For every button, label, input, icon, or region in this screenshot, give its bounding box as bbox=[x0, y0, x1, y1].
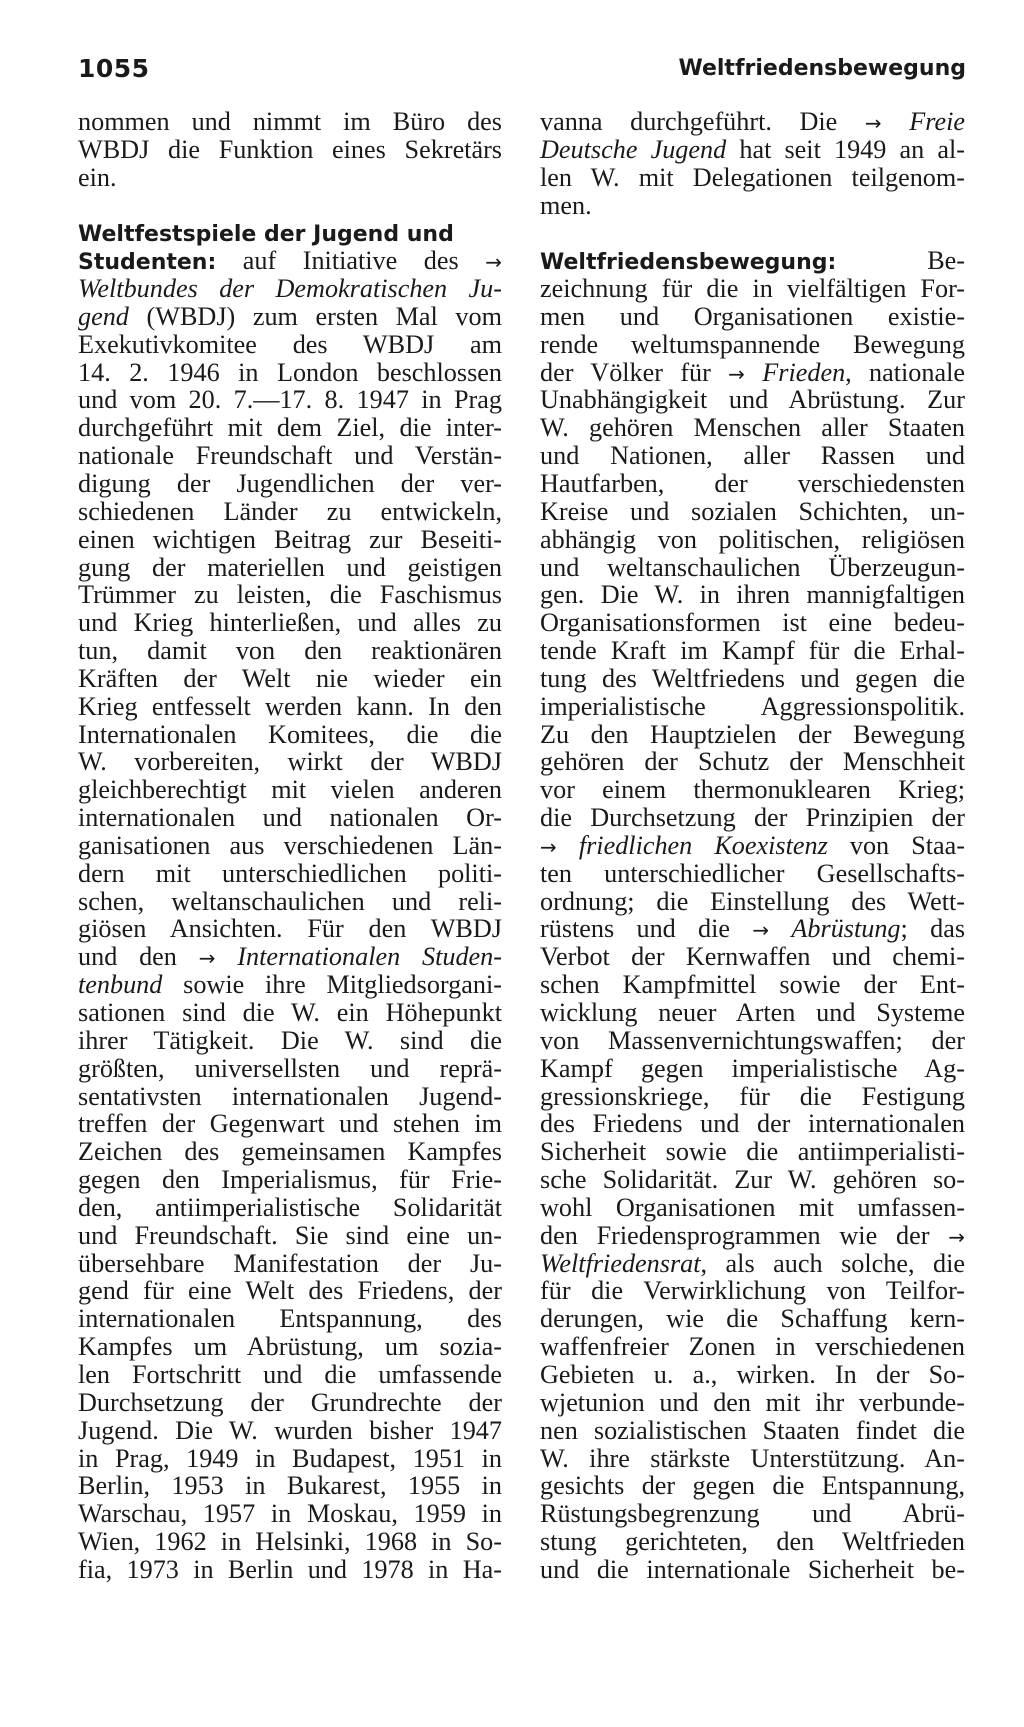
body-text: gen. Die W. in ihren mannigfaltigen bbox=[540, 580, 965, 610]
cross-reference-arrow-icon: → bbox=[198, 946, 216, 971]
body-text: gesichts der gegen die Entspannung, bbox=[540, 1471, 965, 1501]
text-line bbox=[540, 1083, 965, 1111]
body-text: und Krieg hinterließen, und alles zu bbox=[78, 608, 502, 638]
body-text: sationen sind die W. ein Höhepunkt bbox=[78, 998, 502, 1027]
body-text: Organisationsformen ist eine bedeu- bbox=[540, 608, 965, 638]
body-text: Sicherheit sowie die antiimperialisti- bbox=[540, 1137, 965, 1167]
text-line bbox=[78, 804, 502, 832]
body-text: (WBDJ) zum ersten Mal vom bbox=[128, 301, 502, 331]
body-text: Rüstungsbegrenzung und Abrü- bbox=[540, 1499, 965, 1529]
cross-reference-term: Freie bbox=[909, 107, 965, 136]
text-line bbox=[78, 498, 502, 526]
body-text: W. gehören Menschen aller Staaten bbox=[540, 413, 965, 443]
page-header bbox=[0, 54, 1024, 94]
cross-reference-arrow-icon: → bbox=[948, 1224, 965, 1249]
body-text: Berlin, 1953 in Bukarest, 1955 in bbox=[78, 1471, 502, 1501]
text-line bbox=[78, 1027, 502, 1055]
body-text: für die Verwirklichung von Teilfor- bbox=[540, 1276, 965, 1306]
text-line bbox=[540, 386, 965, 414]
text-line bbox=[540, 1417, 965, 1445]
body-text bbox=[215, 942, 237, 971]
text-line bbox=[78, 470, 502, 498]
body-text: digung der Jugendlichen der ver- bbox=[78, 468, 502, 498]
text-line bbox=[78, 832, 502, 860]
cross-reference-term: friedlichen Koexistenz bbox=[578, 830, 828, 860]
body-text: sche Solidarität. Zur W. gehören so- bbox=[540, 1165, 965, 1195]
body-text: Zu den Hauptzielen der Bewegung bbox=[540, 719, 965, 749]
text-line bbox=[540, 414, 965, 442]
body-text: des Friedens und der internationalen bbox=[540, 1109, 965, 1139]
body-text: internationalen Entspannung, des bbox=[78, 1304, 502, 1334]
text-line bbox=[540, 804, 965, 832]
text-line bbox=[540, 1027, 965, 1055]
body-text: treffen der Gegenwart und stehen im bbox=[78, 1109, 502, 1139]
text-line bbox=[540, 275, 965, 303]
body-text: Wien, 1962 in Helsinki, 1968 in So- bbox=[78, 1527, 502, 1557]
cross-reference-term: Abrüstung bbox=[791, 914, 901, 944]
text-line bbox=[78, 776, 502, 804]
body-text: , nationale bbox=[845, 357, 966, 387]
body-text: zeichnung für die in vielfältigen For- bbox=[540, 274, 965, 304]
text-line bbox=[78, 1472, 502, 1500]
text-line bbox=[78, 1389, 502, 1417]
text-line bbox=[78, 219, 502, 247]
text-line bbox=[78, 748, 502, 776]
body-text: wicklung neuer Arten und Systeme bbox=[540, 998, 965, 1027]
body-text: Exekutivkomitee des WBDJ am bbox=[78, 329, 502, 359]
text-line bbox=[78, 554, 502, 582]
body-text: 14. 2. 1946 in London beschlossen bbox=[78, 357, 502, 387]
text-line bbox=[540, 192, 965, 220]
body-text: Gebieten u. a., wirken. In der So- bbox=[540, 1359, 965, 1389]
text-line bbox=[78, 136, 502, 164]
text-line bbox=[78, 1361, 502, 1389]
text-line bbox=[540, 247, 965, 275]
text-line bbox=[78, 303, 502, 331]
text-line bbox=[78, 999, 502, 1027]
body-text: und Nationen, aller Rassen und bbox=[540, 441, 965, 471]
body-text: stung gerichteten, den Weltfrieden bbox=[540, 1527, 965, 1557]
body-text: nationale Freundschaft und Verstän- bbox=[78, 441, 502, 471]
cross-reference-term: Frieden bbox=[762, 357, 846, 387]
text-line bbox=[78, 359, 502, 387]
text-line bbox=[540, 1250, 965, 1278]
body-text: und die internationale Sicherheit be- bbox=[540, 1554, 965, 1584]
text-line bbox=[540, 1222, 965, 1250]
text-line bbox=[78, 1556, 502, 1584]
body-text: hat seit 1949 an al- bbox=[726, 134, 965, 164]
body-text: und den bbox=[78, 942, 199, 972]
body-text: den, antiimperialistische Solidarität bbox=[78, 1192, 502, 1222]
body-text: dern mit unterschiedlichen politi- bbox=[78, 858, 502, 888]
text-line bbox=[78, 442, 502, 470]
body-text: Durchsetzung der Grundrechte der bbox=[78, 1387, 502, 1417]
text-line bbox=[78, 943, 502, 971]
body-text: gressionskriege, für die Festigung bbox=[540, 1081, 965, 1111]
text-line bbox=[78, 1445, 502, 1473]
text-line bbox=[78, 164, 502, 192]
text-line bbox=[540, 554, 965, 582]
body-text: in Prag, 1949 in Budapest, 1951 in bbox=[78, 1443, 502, 1473]
body-text: giösen Ansichten. Für den WBDJ bbox=[78, 914, 502, 944]
body-text: schen, weltanschaulichen und reli- bbox=[78, 886, 502, 916]
body-text: den Friedensprogrammen wie der bbox=[540, 1220, 949, 1250]
body-text: und weltanschaulichen Überzeugun- bbox=[540, 552, 965, 582]
text-line bbox=[78, 1166, 502, 1194]
text-line bbox=[540, 1194, 965, 1222]
body-text: übersehbare Manifestation der Ju- bbox=[78, 1248, 502, 1278]
text-line bbox=[78, 1417, 502, 1445]
body-text: einen wichtigen Beitrag zur Beseiti- bbox=[78, 524, 502, 554]
text-line bbox=[540, 860, 965, 888]
text-line bbox=[78, 1110, 502, 1138]
cross-reference-arrow-icon: → bbox=[485, 250, 502, 275]
text-line bbox=[540, 331, 965, 359]
text-line bbox=[540, 748, 965, 776]
body-text: Hautfarben, der verschiedensten bbox=[540, 468, 965, 498]
body-text: men. bbox=[540, 190, 592, 220]
text-line bbox=[540, 1500, 965, 1528]
running-head: Weltfriedensbewegung bbox=[678, 56, 966, 81]
body-text: derungen, wie die Schaffung kern- bbox=[540, 1304, 965, 1334]
text-line bbox=[540, 693, 965, 721]
text-line bbox=[540, 1138, 965, 1166]
text-line bbox=[540, 888, 965, 916]
body-text: men und Organisationen existie- bbox=[540, 301, 965, 331]
body-text: Kampfes um Abrüstung, um sozia- bbox=[78, 1332, 502, 1362]
body-text: W. ihre stärkste Unterstützung. An- bbox=[540, 1443, 965, 1473]
text-line bbox=[78, 1305, 502, 1333]
text-line bbox=[78, 1250, 502, 1278]
text-line bbox=[78, 1500, 502, 1528]
text-line bbox=[540, 581, 965, 609]
text-line bbox=[540, 1361, 965, 1389]
body-text: gend für eine Welt des Friedens, der bbox=[78, 1276, 502, 1306]
body-text: ihrer Tätigkeit. Die W. sind die bbox=[78, 1025, 502, 1055]
body-text: die Durchsetzung der Prinzipien der bbox=[540, 803, 965, 833]
body-text: Internationalen Komitees, die die bbox=[78, 719, 502, 749]
body-text: tung des Weltfriedens und gegen die bbox=[540, 663, 965, 693]
body-text: sentativsten internationalen Jugend- bbox=[78, 1081, 502, 1111]
paragraph-gap bbox=[540, 219, 965, 247]
text-line bbox=[78, 108, 502, 136]
text-line bbox=[78, 971, 502, 999]
paragraph-gap bbox=[78, 192, 502, 220]
body-text: durchgeführt mit dem Ziel, die inter- bbox=[78, 413, 502, 443]
body-text: Kampf gegen imperialistische Ag- bbox=[540, 1053, 965, 1083]
text-line bbox=[78, 860, 502, 888]
body-text: len W. mit Delegationen teilgenom- bbox=[540, 162, 965, 192]
body-text: vor einem thermonuklearen Krieg; bbox=[540, 775, 965, 805]
text-line bbox=[78, 1055, 502, 1083]
body-text: W. vorbereiten, wirkt der WBDJ bbox=[78, 747, 502, 777]
text-line bbox=[540, 832, 965, 860]
text-line bbox=[78, 1138, 502, 1166]
text-line bbox=[78, 526, 502, 554]
body-text: tun, damit von den reaktionären bbox=[78, 636, 502, 666]
text-line bbox=[540, 776, 965, 804]
body-text: ; das bbox=[900, 914, 966, 944]
text-line bbox=[540, 108, 965, 136]
cross-reference-term: tenbund bbox=[78, 970, 163, 1000]
text-line bbox=[540, 1445, 965, 1473]
body-text: Be- bbox=[836, 246, 965, 276]
cross-reference-term: Internationalen Studen- bbox=[237, 942, 502, 972]
text-line bbox=[540, 637, 965, 665]
body-text: wjetunion und den mit ihr verbunde- bbox=[540, 1387, 965, 1417]
body-text: Zeichen des gemeinsamen Kampfes bbox=[78, 1137, 502, 1167]
body-text: nen sozialistischen Staaten findet die bbox=[540, 1415, 965, 1445]
body-text: internationalen und nationalen Or- bbox=[78, 803, 502, 833]
text-line bbox=[78, 888, 502, 916]
entry-headword: Weltfriedensbewegung: bbox=[540, 250, 837, 276]
cross-reference-term: Weltbundes der Demokratischen Ju- bbox=[78, 274, 502, 304]
body-text: Kreise und sozialen Schichten, un- bbox=[540, 496, 965, 526]
body-text: gegen den Imperialismus, für Frie- bbox=[78, 1165, 502, 1195]
entry-headword: Weltfestspiele der Jugend und bbox=[78, 222, 454, 248]
body-text: wohl Organisationen mit umfassen- bbox=[540, 1192, 965, 1222]
body-text: größten, universellsten und reprä- bbox=[78, 1053, 502, 1083]
body-text: tende Kraft im Kampf für die Erhal- bbox=[540, 636, 965, 666]
body-text: Jugend. Die W. wurden bisher 1947 bbox=[78, 1415, 502, 1445]
body-text: fia, 1973 in Berlin und 1978 in Ha- bbox=[78, 1554, 502, 1584]
text-line bbox=[540, 1472, 965, 1500]
text-line bbox=[78, 1222, 502, 1250]
text-line bbox=[540, 1389, 965, 1417]
left-column bbox=[78, 108, 502, 1584]
body-text: imperialistische Aggressionspolitik. bbox=[540, 691, 965, 721]
text-line bbox=[78, 275, 502, 303]
text-line bbox=[540, 971, 965, 999]
text-line bbox=[78, 693, 502, 721]
body-text: Unabhängigkeit und Abrüstung. Zur bbox=[540, 385, 965, 415]
text-line bbox=[540, 526, 965, 554]
text-line bbox=[540, 609, 965, 637]
page-number: 1055 bbox=[78, 54, 150, 83]
body-text: gleichberechtigt mit vielen anderen bbox=[78, 775, 502, 805]
body-text: Verbot der Kernwaffen und chemi- bbox=[540, 942, 965, 972]
text-line bbox=[78, 1333, 502, 1361]
body-text: gung der materiellen und geistigen bbox=[78, 552, 502, 582]
body-text: Krieg entfesselt werden kann. In den bbox=[78, 691, 502, 721]
text-line bbox=[78, 386, 502, 414]
cross-reference-arrow-icon: → bbox=[540, 834, 557, 859]
text-line bbox=[540, 1055, 965, 1083]
body-text: ten unterschiedlicher Gesellschafts- bbox=[540, 858, 965, 888]
text-line bbox=[78, 609, 502, 637]
text-line bbox=[540, 1166, 965, 1194]
cross-reference-arrow-icon: → bbox=[728, 361, 745, 386]
text-line bbox=[78, 414, 502, 442]
text-line bbox=[78, 637, 502, 665]
body-text: rüstens und die bbox=[540, 914, 753, 944]
body-text: schen Kampfmittel sowie der Ent- bbox=[540, 970, 965, 1000]
right-column bbox=[540, 108, 965, 1584]
text-line bbox=[78, 1194, 502, 1222]
body-text: von Staa- bbox=[827, 830, 966, 860]
body-text: abhängig von politischen, religiösen bbox=[540, 524, 965, 554]
text-line bbox=[540, 470, 965, 498]
text-line bbox=[540, 665, 965, 693]
text-line bbox=[540, 1277, 965, 1305]
body-text: nommen und nimmt im Büro des bbox=[78, 107, 502, 136]
body-text: vanna durchgeführt. Die bbox=[540, 107, 865, 136]
text-line bbox=[540, 721, 965, 749]
body-text: und Freundschaft. Sie sind eine un- bbox=[78, 1220, 502, 1250]
text-line bbox=[78, 665, 502, 693]
text-line bbox=[78, 331, 502, 359]
body-text bbox=[557, 831, 579, 860]
text-line bbox=[78, 581, 502, 609]
cross-reference-term: Deutsche Jugend bbox=[540, 134, 727, 164]
cross-reference-arrow-icon: → bbox=[752, 918, 770, 943]
entry-headword: Studenten: bbox=[78, 250, 217, 276]
text-line bbox=[540, 1333, 965, 1361]
body-text: rende weltumspannende Bewegung bbox=[540, 329, 965, 359]
body-text: Warschau, 1957 in Moskau, 1959 in bbox=[78, 1499, 502, 1529]
body-text: waffenfreier Zonen in verschiedenen bbox=[540, 1332, 965, 1362]
text-line bbox=[78, 721, 502, 749]
text-line bbox=[78, 1528, 502, 1556]
text-line bbox=[78, 1277, 502, 1305]
text-line bbox=[540, 999, 965, 1027]
text-line bbox=[540, 442, 965, 470]
body-text: , als auch solche, die bbox=[700, 1248, 965, 1278]
cross-reference-term: Weltfriedensrat bbox=[540, 1248, 701, 1278]
text-line bbox=[540, 1110, 965, 1138]
body-text: schiedenen Länder zu entwickeln, bbox=[78, 496, 502, 526]
body-text: Trümmer zu leisten, die Faschismus bbox=[78, 580, 502, 610]
text-line bbox=[540, 943, 965, 971]
body-text bbox=[882, 107, 910, 136]
body-text: von Massenvernichtungswaffen; der bbox=[540, 1025, 965, 1055]
body-text: len Fortschritt und die umfassende bbox=[78, 1359, 502, 1389]
body-text bbox=[745, 358, 762, 387]
text-line bbox=[78, 915, 502, 943]
text-line bbox=[540, 164, 965, 192]
text-line bbox=[540, 303, 965, 331]
cross-reference-term: gend bbox=[78, 301, 129, 331]
body-text: und vom 20. 7.—17. 8. 1947 in Prag bbox=[78, 385, 502, 415]
text-line bbox=[540, 915, 965, 943]
text-line bbox=[540, 1528, 965, 1556]
text-line bbox=[540, 498, 965, 526]
text-line bbox=[540, 136, 965, 164]
body-text: Kräften der Welt nie wieder ein bbox=[78, 663, 502, 693]
cross-reference-arrow-icon: → bbox=[864, 111, 882, 135]
text-line bbox=[540, 1556, 965, 1584]
body-text: auf Initiative des bbox=[216, 246, 486, 276]
body-text: WBDJ die Funktion eines Sekretärs bbox=[78, 134, 502, 164]
body-text bbox=[769, 914, 791, 943]
body-text: ordnung; die Einstellung des Wett- bbox=[540, 886, 965, 916]
text-line bbox=[540, 359, 965, 387]
body-text: sowie ihre Mitgliedsorgani- bbox=[162, 970, 502, 1000]
body-text: ganisationen aus verschiedenen Län- bbox=[78, 830, 502, 860]
body-text: gehören der Schutz der Menschheit bbox=[540, 747, 965, 777]
text-line bbox=[78, 247, 502, 275]
text-line bbox=[78, 1083, 502, 1111]
body-text: ein. bbox=[78, 162, 117, 192]
body-text: der Völker für bbox=[540, 357, 729, 387]
text-line bbox=[540, 1305, 965, 1333]
